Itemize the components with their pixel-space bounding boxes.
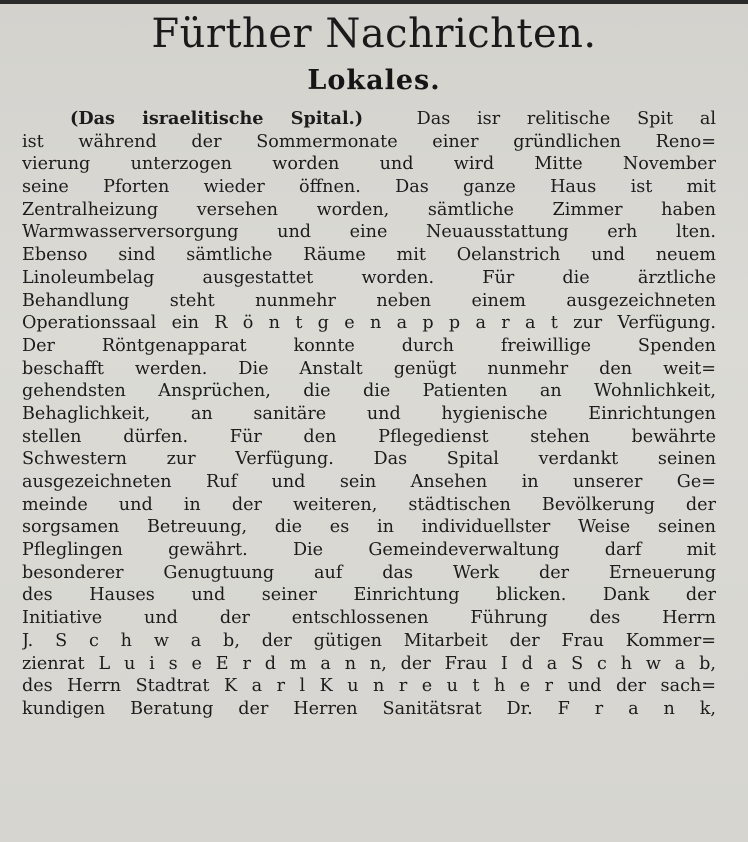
article-line: Schwestern zur Verfügung. Das Spital verdankt seinen (22, 449, 716, 470)
article-line: Der Röntgenapparat konnte durch freiwillige Spenden (22, 335, 716, 356)
article-line: ausgezeichneten Ruf und sein Ansehen in unserer Ge= (22, 472, 716, 492)
article-line: beschafft werden. Die Anstalt genügt nunmehr den weit= (22, 358, 716, 379)
article-line: J. S c h w a b, der gütigen Mitarbeit der Frau Kommer= (22, 630, 716, 651)
article-line: Initiative und der entschlossenen Führung des Herrn (22, 608, 716, 629)
article-lead-heading: (Das israelitische Spital.) (70, 108, 364, 129)
article-line: Behandlung steht nunmehr neben einem ausgezeichneten (22, 290, 716, 311)
section-subtitle: Lokales. (307, 65, 441, 96)
article-line: Behaglichkeit, an sanitäre und hygienische Einrichtungen (22, 403, 716, 424)
top-rule (0, 0, 748, 4)
article-line: des Hauses und seiner Einrichtung blicken. Dank der (22, 585, 716, 606)
article-body (22, 108, 716, 721)
section-title: Fürther Nachrichten. (151, 11, 597, 57)
article-line: sorgsamen Betreuung, die es in individuellster Weise seinen (22, 517, 716, 538)
article-line: Linoleumbelag ausgestattet worden. Für die ärztliche (22, 267, 716, 288)
article-first-line (22, 108, 716, 131)
article-line: Zentralheizung versehen worden, sämtliche Zimmer haben (22, 199, 716, 220)
article-line: kundigen Beratung der Herren Sanitätsrat Dr. F r a n k, (22, 698, 716, 719)
article-line: Pfleglingen gewährt. Die Gemeindeverwaltung darf mit (22, 540, 716, 561)
article-line: vierung unterzogen worden und wird Mitte November (22, 154, 716, 175)
article-line: stellen dürfen. Für den Pflegedienst stehen bewährte (22, 426, 716, 447)
article-line: seine Pforten wieder öffnen. Das ganze Haus ist mit (22, 177, 716, 198)
article-first-line-text: Das isr relitische Spit al (416, 109, 716, 129)
article-line: Operationssaal ein R ö n t g e n a p p a r a t zur Verfügung. (22, 313, 716, 334)
article-line: ist während der Sommermonate einer gründlichen Reno= (22, 131, 716, 152)
article-line: gehendsten Ansprüchen, die die Patienten an Wohnlichkeit, (22, 381, 716, 402)
article-line: Ebenso sind sämtliche Räume mit Oelanstrich und neuem (22, 245, 716, 266)
article-line: des Herrn Stadtrat K a r l K u n r e u t h e r und der sach= (22, 676, 716, 697)
article-line: meinde und in der weiteren, städtischen Bevölkerung der (22, 494, 716, 515)
article-line: besonderer Genugtuung auf das Werk der Erneuerung (22, 562, 716, 583)
article-line: Warmwasserversorgung und eine Neuausstattung erh lten. (22, 222, 716, 243)
article-line: zienrat L u i s e E r d m a n n, der Frau I d a S c h w a b, (22, 653, 716, 674)
